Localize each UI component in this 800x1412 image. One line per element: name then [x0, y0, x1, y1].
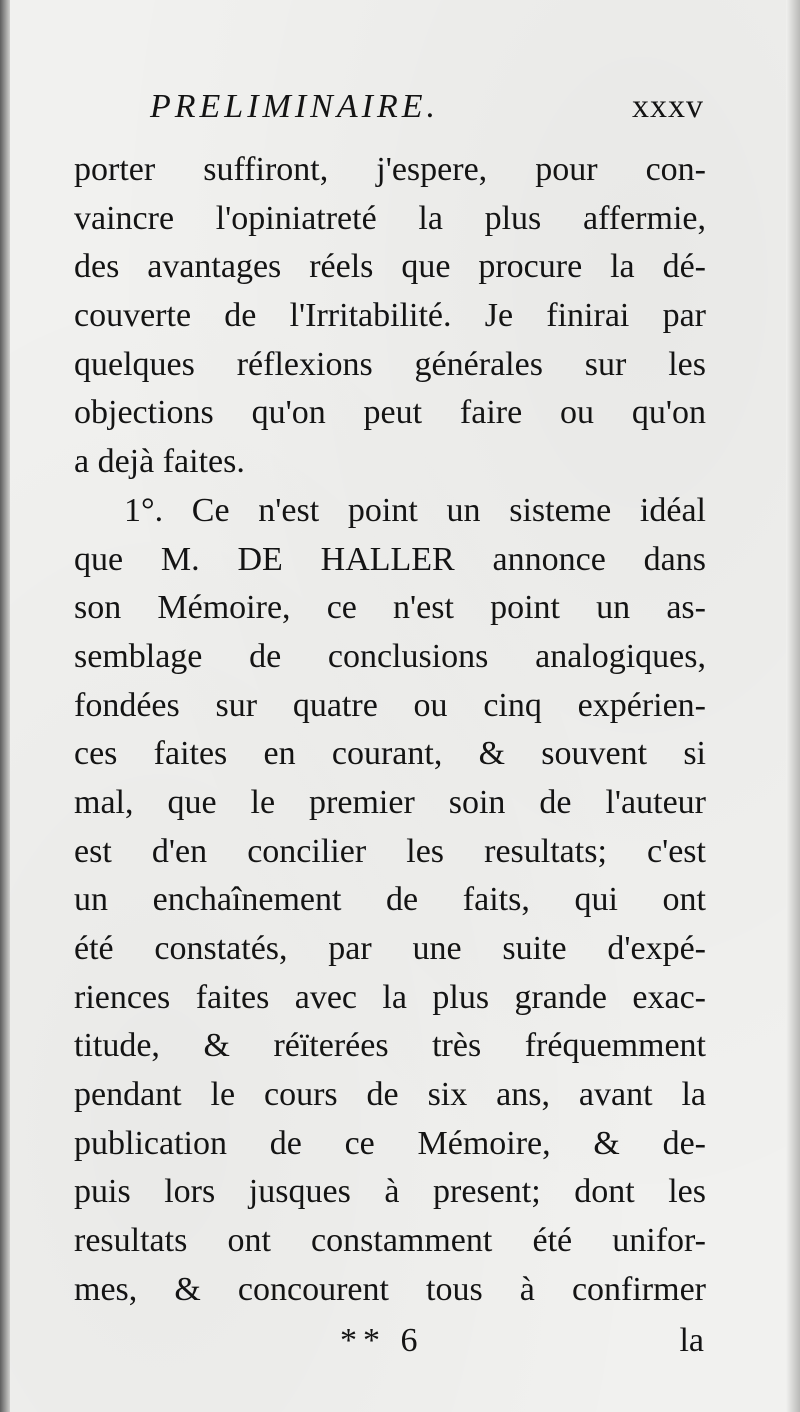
- page-footer: [74, 1318, 706, 1366]
- signature-mark: ** 6: [340, 1322, 424, 1359]
- text-line: puis lors jusques à present; dont les: [74, 1173, 706, 1211]
- text-line: couverte de l'Irritabilité. Je finirai par: [74, 297, 706, 335]
- page-number: xxxv: [632, 88, 704, 125]
- page-gutter-shadow: [0, 0, 10, 1412]
- text-line: mal, que le premier soin de l'auteur: [74, 783, 706, 821]
- text-line: semblage de conclusions analogiques,: [74, 637, 706, 675]
- text-line: ces faites en courant, & souvent si: [74, 735, 706, 773]
- text-line: riences faites avec la plus grande exac-: [74, 978, 706, 1016]
- text-line: pendant le cours de six ans, avant la: [74, 1076, 706, 1114]
- page-header: [150, 88, 710, 128]
- text-line: porter suffiront, j'espere, pour con-: [74, 151, 706, 188]
- text-line: publication de ce Mémoire, & de-: [74, 1124, 706, 1162]
- text-line: que M. DE HALLER annonce dans: [74, 540, 706, 578]
- paragraph-first-line: 1°. Ce n'est point un sisteme idéal: [124, 491, 706, 529]
- text-line: mes, & concourent tous à confirmer: [74, 1270, 706, 1308]
- text-line: quelques réflexions générales sur les: [74, 345, 706, 383]
- text-line: fondées sur quatre ou cinq expérien-: [74, 686, 706, 724]
- text-line: resultats ont constamment été unifor-: [74, 1222, 706, 1260]
- catchword: la: [679, 1322, 704, 1359]
- text-line: un enchaînement de faits, qui ont: [74, 881, 706, 919]
- page-edge-shadow: [786, 0, 800, 1412]
- running-title: PRELIMINAIRE.: [150, 88, 439, 125]
- text-line: objections qu'on peut faire ou qu'on: [74, 394, 706, 432]
- text-line: titude, & réïterées très fréquemment: [74, 1027, 706, 1065]
- text-line: est d'en concilier les resultats; c'est: [74, 832, 706, 870]
- body-text: [74, 146, 706, 1315]
- text-line: son Mémoire, ce n'est point un as-: [74, 589, 706, 627]
- text-line: a dejà faites.: [74, 443, 245, 481]
- text-line: été constatés, par une suite d'expé-: [74, 930, 706, 967]
- text-line: des avantages réels que procure la dé-: [74, 248, 706, 286]
- text-line: vaincre l'opiniatreté la plus affermie,: [74, 199, 706, 237]
